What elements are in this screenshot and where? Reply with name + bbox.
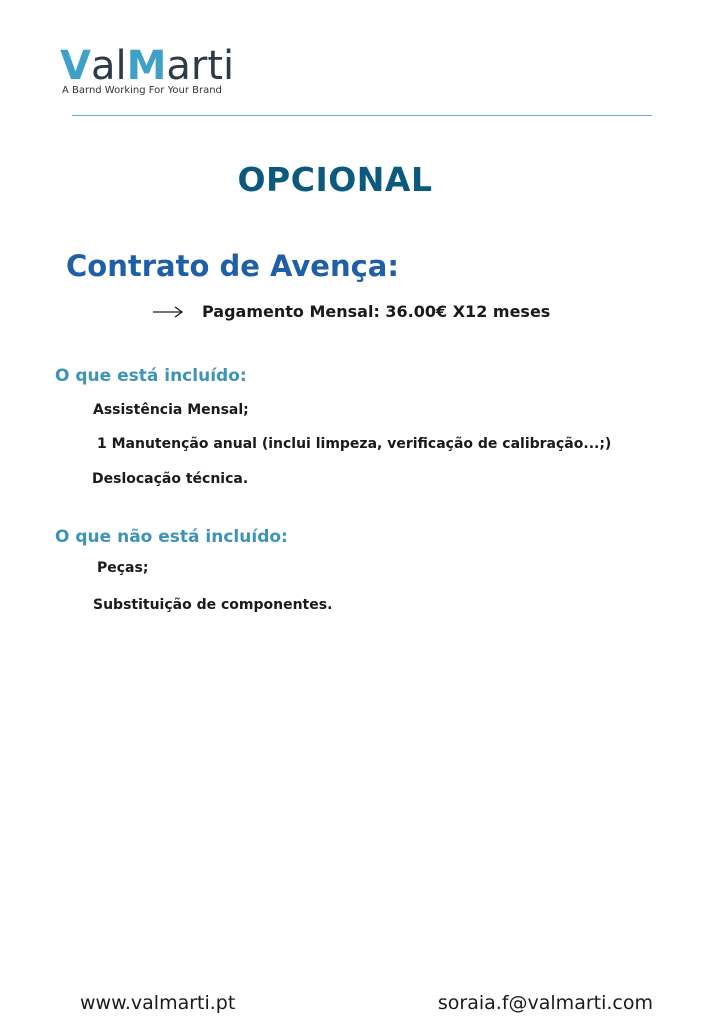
payment-text: Pagamento Mensal: 36.00€ X12 meses (202, 302, 551, 321)
footer-website[interactable]: www.valmarti.pt (80, 992, 236, 1014)
contract-heading: Contrato de Avença: (66, 249, 399, 283)
included-item: Deslocação técnica. (92, 471, 249, 487)
logo-tagline: A Barnd Working For Your Brand (62, 85, 222, 96)
footer-email[interactable]: soraia.f@valmarti.com (437, 992, 653, 1014)
logo-text-arti: arti (166, 43, 235, 89)
page-title: OPCIONAL (237, 160, 433, 199)
logo-letter-m: M (126, 43, 167, 89)
logo-text-al: al (90, 43, 127, 89)
included-title: O que está incluído: (55, 366, 247, 386)
logo-letter-v: V (60, 43, 91, 89)
not-included-title: O que não está incluído: (55, 527, 288, 547)
brand-logo (60, 44, 234, 96)
logo-wordmark (60, 44, 234, 88)
included-item: Assistência Mensal; (93, 402, 249, 418)
not-included-item: Peças; (97, 560, 149, 576)
arrow-right-icon (152, 305, 184, 319)
header-divider (72, 115, 652, 116)
not-included-item: Substituição de componentes. (93, 597, 333, 613)
included-item: 1 Manutenção anual (inclui limpeza, verificação de calibração...;) (97, 436, 612, 452)
payment-line (152, 302, 550, 321)
